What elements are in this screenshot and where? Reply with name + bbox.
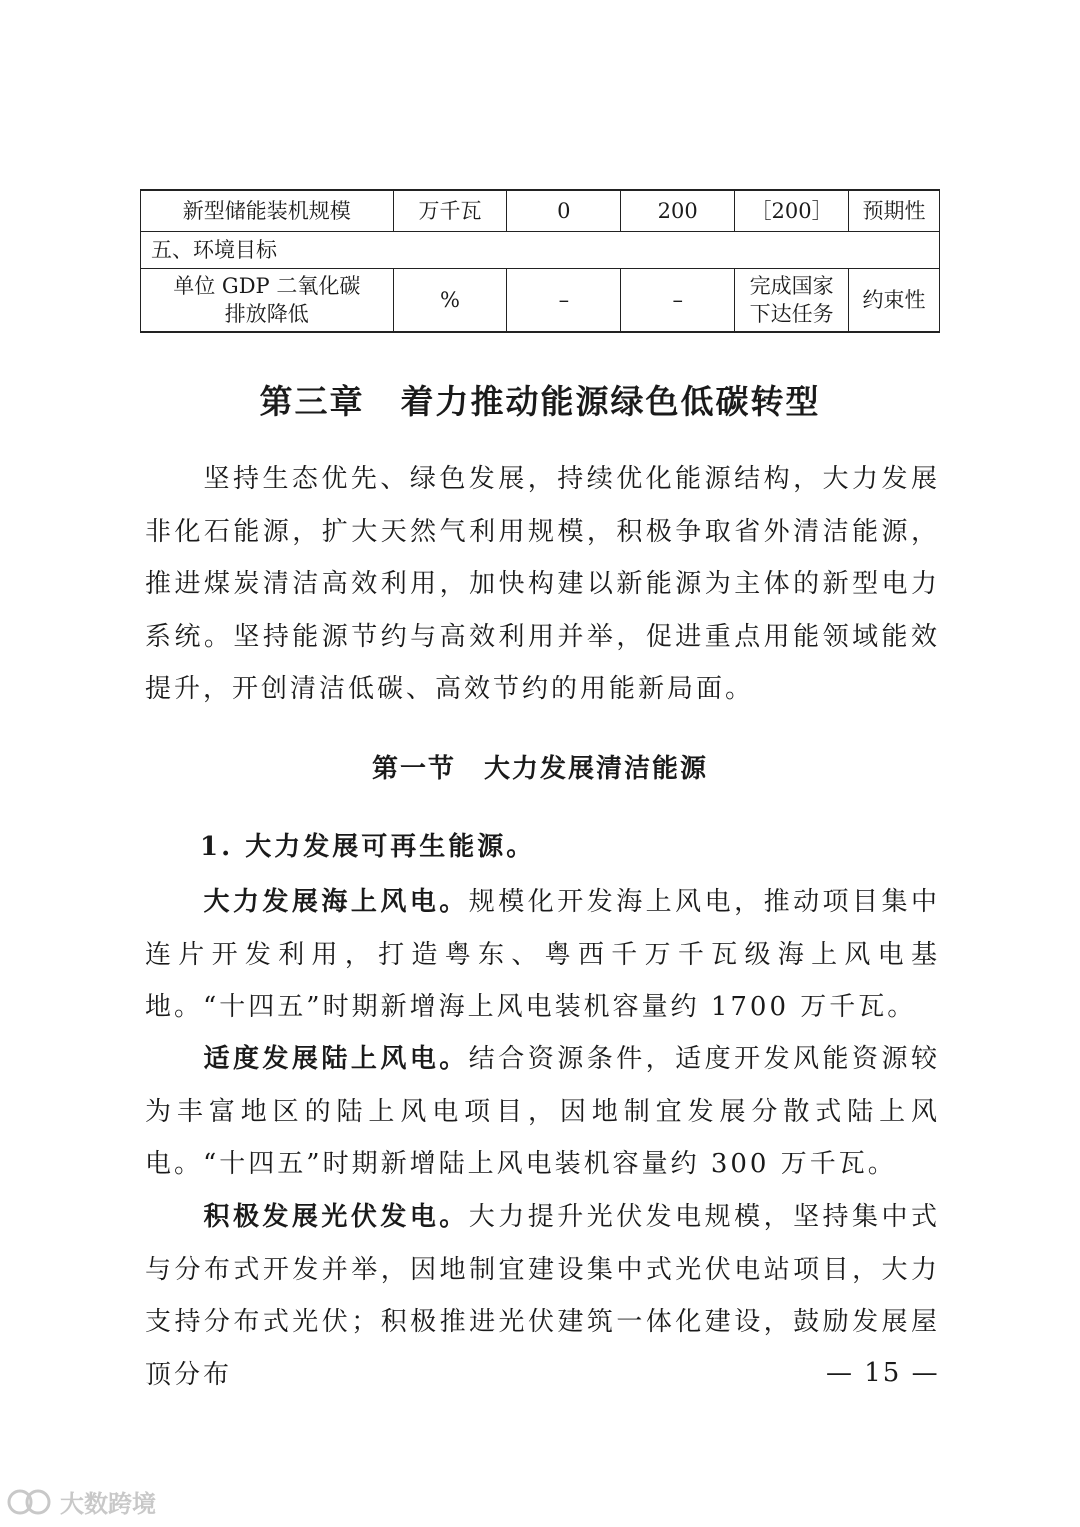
value-2025: 200	[621, 190, 735, 232]
section-label: 五、环境目标	[141, 232, 940, 269]
indicator-name	[141, 269, 394, 333]
chapter-heading	[0, 376, 1080, 423]
item-heading: 1. 大力发展可再生能源。	[200, 832, 536, 862]
indicator-name: 新型储能装机规模	[141, 190, 394, 232]
cumulative-line: 下达任务	[749, 302, 834, 326]
value-2020: 0	[507, 190, 621, 232]
attribute-cell: 约束性	[849, 269, 940, 333]
chapter-title: 着力推动能源绿色低碳转型	[400, 382, 821, 421]
value-2025: –	[621, 269, 735, 333]
table-row	[141, 269, 940, 333]
solar-paragraph	[145, 1191, 940, 1401]
paragraph-lead: 适度发展陆上风电。	[203, 1044, 469, 1074]
targets-table	[140, 189, 940, 333]
section-number: 第一节	[371, 754, 456, 784]
value-2020: –	[507, 269, 621, 333]
watermark-text: 大数跨境	[60, 1490, 156, 1518]
unit-cell: %	[393, 269, 507, 333]
intro-text: 坚持生态优先、绿色发展，持续优化能源结构，大力发展非化石能源，扩大天然气利用规模，积极争取省外清洁能源，推进煤炭清洁高效利用，加快构建以新能源为主体的新型电力系统。坚持能源节约与高效利用并举，促进重点用能领域能效提升，开创清洁低碳、高效节约的用能新局面。	[145, 464, 940, 704]
intro-paragraph	[145, 453, 940, 716]
attribute-cell: 预期性	[849, 190, 940, 232]
table-section-row	[141, 232, 940, 269]
cumulative-cell	[735, 269, 849, 333]
paragraph-lead: 积极发展光伏发电。	[203, 1202, 469, 1232]
section-heading	[0, 748, 1080, 785]
indicator-name-line: 排放降低	[224, 302, 309, 326]
paragraph-body: 结合资源条件，适度开发风能资源较为丰富地区的陆上风电项目，因地制宜发展分散式陆上风电。“十四五”时期新增陆上风电装机容量约 300 万千瓦。	[145, 1044, 940, 1179]
paragraph-body: 规模化开发海上风电，推动项目集中连片开发利用，打造粤东、粤西千万千瓦级海上风电基地。“十四五”时期新增海上风电装机容量约 1700 万千瓦。	[145, 887, 940, 1022]
offshore-wind-paragraph	[145, 876, 940, 1034]
watermark-logo-icon	[6, 1488, 54, 1516]
paragraph-body: 大力提升光伏发电规模，坚持集中式与分布式开发并举，因地制宜建设集中式光伏电站项目，大力支持分布式光伏；积极推进光伏建筑一体化建设，鼓励发展屋顶分布	[145, 1202, 940, 1390]
cumulative-cell: ［200］	[735, 190, 849, 232]
table-row	[141, 190, 940, 232]
unit-cell: 万千瓦	[393, 190, 507, 232]
page-number: — 15 —	[826, 1358, 940, 1388]
cumulative-line: 完成国家	[749, 274, 834, 298]
section-title: 大力发展清洁能源	[484, 754, 709, 784]
chapter-number: 第三章	[259, 382, 365, 421]
onshore-wind-paragraph	[145, 1033, 940, 1191]
indicator-name-line: 单位 GDP 二氧化碳	[173, 274, 361, 298]
watermark	[6, 1484, 156, 1519]
paragraph-lead: 大力发展海上风电。	[203, 887, 469, 917]
